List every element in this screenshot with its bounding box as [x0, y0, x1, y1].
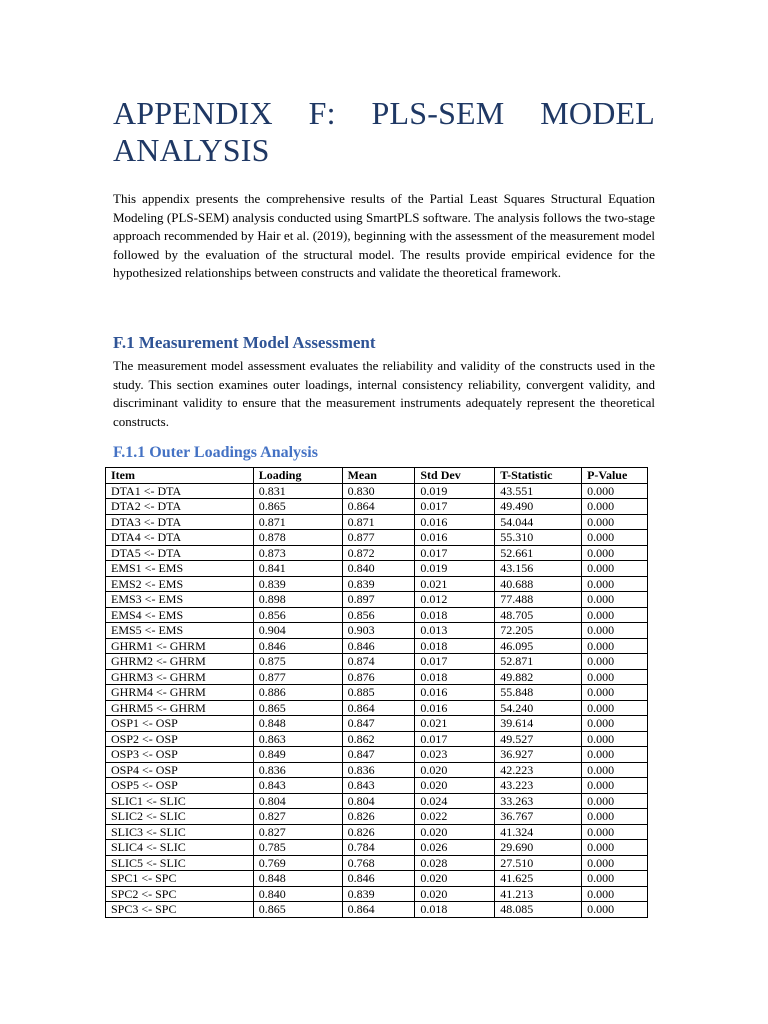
table-cell: 0.843 [342, 778, 415, 794]
table-row [106, 483, 648, 499]
table-cell: 0.863 [253, 731, 342, 747]
table-cell: 48.085 [495, 902, 582, 918]
table-cell: 0.020 [415, 824, 495, 840]
column-header: T-Statistic [495, 468, 582, 484]
table-cell: 0.847 [342, 716, 415, 732]
table-cell: EMS4 <- EMS [106, 607, 254, 623]
table-cell: 54.044 [495, 514, 582, 530]
table-cell: 0.000 [582, 592, 648, 608]
table-cell: 41.213 [495, 886, 582, 902]
table-cell: 0.000 [582, 514, 648, 530]
table-cell: 0.000 [582, 778, 648, 794]
table-cell: SPC3 <- SPC [106, 902, 254, 918]
table-row [106, 762, 648, 778]
table-cell: 0.840 [342, 561, 415, 577]
title-word: PLS-SEM [371, 95, 505, 131]
table-cell: 49.882 [495, 669, 582, 685]
table-cell: 0.836 [253, 762, 342, 778]
table-cell: 0.000 [582, 530, 648, 546]
table-row [106, 514, 648, 530]
table-cell: DTA4 <- DTA [106, 530, 254, 546]
table-row [106, 576, 648, 592]
table-cell: 0.831 [253, 483, 342, 499]
table-cell: 0.886 [253, 685, 342, 701]
intro-paragraph: This appendix presents the comprehensive results of the Partial Least Squares Structural Equation Modeling (PLS-SEM) analysis conducted using SmartPLS software. The analysis follows the two-stage approach recommended by Hair et al. (2019), beginning with the assessment of the measurement model followed by the evaluation of the structural model. The results provide empirical evidence for the hypothesized relationships between constructs and validate the theoretical framework. [113, 191, 655, 281]
table-header [106, 468, 648, 484]
table-row [106, 685, 648, 701]
table-cell: 0.000 [582, 840, 648, 856]
table-cell: SLIC5 <- SLIC [106, 855, 254, 871]
table-cell: 0.000 [582, 685, 648, 701]
table-cell: 0.000 [582, 809, 648, 825]
table-body [106, 483, 648, 917]
table-cell: 0.885 [342, 685, 415, 701]
column-header: Std Dev [415, 468, 495, 484]
table-cell: 29.690 [495, 840, 582, 856]
table-cell: 0.000 [582, 654, 648, 670]
table-cell: 0.804 [342, 793, 415, 809]
table-cell: 0.023 [415, 747, 495, 763]
table-cell: 0.024 [415, 793, 495, 809]
table-cell: 0.021 [415, 576, 495, 592]
table-cell: 0.826 [342, 809, 415, 825]
table-cell: 0.865 [253, 499, 342, 515]
table-cell: 0.000 [582, 902, 648, 918]
table-cell: 0.864 [342, 902, 415, 918]
table-cell: 0.785 [253, 840, 342, 856]
table-cell: 0.856 [342, 607, 415, 623]
section-heading-f1: F.1 Measurement Model Assessment [113, 333, 376, 352]
table-cell: OSP4 <- OSP [106, 762, 254, 778]
table-cell: 0.865 [253, 902, 342, 918]
table-cell: 0.000 [582, 561, 648, 577]
title-line-2: ANALYSIS [113, 132, 270, 168]
table-cell: 36.927 [495, 747, 582, 763]
table-cell: 0.784 [342, 840, 415, 856]
table-row [106, 561, 648, 577]
table-cell: 0.019 [415, 483, 495, 499]
table-cell: DTA5 <- DTA [106, 545, 254, 561]
table-cell: 0.026 [415, 840, 495, 856]
table-cell: 0.016 [415, 530, 495, 546]
table-row [106, 855, 648, 871]
table-cell: 0.000 [582, 793, 648, 809]
column-header: P-Value [582, 468, 648, 484]
table-cell: 0.856 [253, 607, 342, 623]
table-cell: 0.839 [253, 576, 342, 592]
table-cell: EMS3 <- EMS [106, 592, 254, 608]
table-cell: 0.000 [582, 545, 648, 561]
table-cell: 0.877 [342, 530, 415, 546]
table-row [106, 716, 648, 732]
table-cell: 0.017 [415, 731, 495, 747]
table-cell: 0.848 [253, 871, 342, 887]
table-cell: 0.016 [415, 700, 495, 716]
table-cell: 0.017 [415, 654, 495, 670]
table-cell: 40.688 [495, 576, 582, 592]
table-cell: 0.016 [415, 685, 495, 701]
table-cell: 0.873 [253, 545, 342, 561]
table-cell: DTA2 <- DTA [106, 499, 254, 515]
table-cell: EMS5 <- EMS [106, 623, 254, 639]
table-cell: 0.000 [582, 499, 648, 515]
table-cell: 0.839 [342, 576, 415, 592]
table-row [106, 886, 648, 902]
table-cell: 0.020 [415, 778, 495, 794]
table-row [106, 871, 648, 887]
appendix-title [113, 95, 655, 169]
table-cell: DTA3 <- DTA [106, 514, 254, 530]
section-paragraph-f1: The measurement model assessment evaluates the reliability and validity of the constructs used in the study. This section examines outer loadings, internal consistency reliability, convergent validity, and discriminant validity to ensure that the measurement instruments adequately represent the theoretical constructs. [113, 358, 655, 429]
table-cell: OSP2 <- OSP [106, 731, 254, 747]
table-cell: 0.020 [415, 871, 495, 887]
table-cell: 0.019 [415, 561, 495, 577]
table-cell: 0.000 [582, 747, 648, 763]
table-cell: 0.827 [253, 809, 342, 825]
title-word: F: [308, 95, 336, 131]
table-cell: GHRM1 <- GHRM [106, 638, 254, 654]
table-cell: 0.875 [253, 654, 342, 670]
table-cell: SPC1 <- SPC [106, 871, 254, 887]
table-cell: 0.878 [253, 530, 342, 546]
table-cell: 0.897 [342, 592, 415, 608]
table-row [106, 731, 648, 747]
table-cell: 41.625 [495, 871, 582, 887]
table-cell: 0.862 [342, 731, 415, 747]
table-cell: 0.769 [253, 855, 342, 871]
table-cell: 0.018 [415, 669, 495, 685]
section-heading-f11: F.1.1 Outer Loadings Analysis [113, 444, 318, 461]
table-cell: 0.827 [253, 824, 342, 840]
table-cell: 0.020 [415, 886, 495, 902]
table-cell: 0.898 [253, 592, 342, 608]
table-cell: 0.021 [415, 716, 495, 732]
table-cell: GHRM5 <- GHRM [106, 700, 254, 716]
table-cell: 0.768 [342, 855, 415, 871]
table-cell: 0.017 [415, 499, 495, 515]
table-cell: 0.830 [342, 483, 415, 499]
table-cell: 42.223 [495, 762, 582, 778]
table-cell: 0.871 [342, 514, 415, 530]
table-cell: 0.804 [253, 793, 342, 809]
table-cell: 0.846 [342, 871, 415, 887]
table-cell: 0.000 [582, 700, 648, 716]
table-cell: 33.263 [495, 793, 582, 809]
table-cell: 48.705 [495, 607, 582, 623]
table-cell: 0.000 [582, 824, 648, 840]
table-cell: OSP5 <- OSP [106, 778, 254, 794]
title-word: APPENDIX [113, 95, 273, 131]
table-cell: 0.000 [582, 669, 648, 685]
table-cell: 52.871 [495, 654, 582, 670]
table-row [106, 824, 648, 840]
table-cell: 0.877 [253, 669, 342, 685]
table-cell: 54.240 [495, 700, 582, 716]
table-cell: 41.324 [495, 824, 582, 840]
outer-loadings-table [105, 467, 648, 918]
table-row [106, 669, 648, 685]
table-cell: 55.310 [495, 530, 582, 546]
table-header-row [106, 468, 648, 484]
table-cell: 0.826 [342, 824, 415, 840]
column-header: Loading [253, 468, 342, 484]
table-cell: 0.028 [415, 855, 495, 871]
table-cell: 0.000 [582, 638, 648, 654]
table-cell: 49.527 [495, 731, 582, 747]
table-row [106, 654, 648, 670]
table-cell: 0.848 [253, 716, 342, 732]
table-row [106, 700, 648, 716]
table-cell: 77.488 [495, 592, 582, 608]
table-cell: 0.018 [415, 902, 495, 918]
table-cell: 55.848 [495, 685, 582, 701]
table-cell: 0.839 [342, 886, 415, 902]
table-cell: 0.843 [253, 778, 342, 794]
table-cell: DTA1 <- DTA [106, 483, 254, 499]
table-cell: 0.871 [253, 514, 342, 530]
table-cell: OSP3 <- OSP [106, 747, 254, 763]
table-cell: 0.017 [415, 545, 495, 561]
table-cell: 0.000 [582, 576, 648, 592]
table-cell: 36.767 [495, 809, 582, 825]
table-row [106, 902, 648, 918]
table-cell: 0.000 [582, 886, 648, 902]
table-cell: 0.840 [253, 886, 342, 902]
table-cell: 0.836 [342, 762, 415, 778]
table-cell: SLIC1 <- SLIC [106, 793, 254, 809]
table-cell: GHRM4 <- GHRM [106, 685, 254, 701]
table-cell: 0.903 [342, 623, 415, 639]
table-cell: 0.022 [415, 809, 495, 825]
table-cell: 0.000 [582, 855, 648, 871]
table-cell: 0.000 [582, 871, 648, 887]
table-cell: 0.013 [415, 623, 495, 639]
table-cell: EMS2 <- EMS [106, 576, 254, 592]
table-cell: 52.661 [495, 545, 582, 561]
table-cell: 0.865 [253, 700, 342, 716]
table-cell: 46.095 [495, 638, 582, 654]
table-row [106, 747, 648, 763]
table-row [106, 638, 648, 654]
table-cell: EMS1 <- EMS [106, 561, 254, 577]
table-cell: SPC2 <- SPC [106, 886, 254, 902]
table-cell: SLIC4 <- SLIC [106, 840, 254, 856]
table-cell: 0.000 [582, 607, 648, 623]
table-cell: 0.864 [342, 499, 415, 515]
table-row [106, 809, 648, 825]
table-cell: 0.012 [415, 592, 495, 608]
column-header: Item [106, 468, 254, 484]
table-cell: 0.000 [582, 731, 648, 747]
table-cell: GHRM3 <- GHRM [106, 669, 254, 685]
table-cell: 0.846 [342, 638, 415, 654]
table-cell: 0.841 [253, 561, 342, 577]
table-cell: GHRM2 <- GHRM [106, 654, 254, 670]
table-cell: 43.223 [495, 778, 582, 794]
table-cell: 72.205 [495, 623, 582, 639]
table-row [106, 545, 648, 561]
table-cell: SLIC3 <- SLIC [106, 824, 254, 840]
table-cell: OSP1 <- OSP [106, 716, 254, 732]
table-row [106, 592, 648, 608]
table-cell: 0.849 [253, 747, 342, 763]
table-cell: 39.614 [495, 716, 582, 732]
table-cell: 0.016 [415, 514, 495, 530]
table-row [106, 499, 648, 515]
table-row [106, 840, 648, 856]
column-header: Mean [342, 468, 415, 484]
table-cell: 43.551 [495, 483, 582, 499]
table-row [106, 623, 648, 639]
title-line-1 [113, 95, 655, 132]
table-row [106, 778, 648, 794]
table-cell: 0.846 [253, 638, 342, 654]
table-cell: 0.874 [342, 654, 415, 670]
table-cell: 0.000 [582, 623, 648, 639]
table-cell: 0.847 [342, 747, 415, 763]
table-cell: 49.490 [495, 499, 582, 515]
table-cell: 0.000 [582, 762, 648, 778]
table-cell: 0.020 [415, 762, 495, 778]
table-cell: 0.904 [253, 623, 342, 639]
table-cell: 0.872 [342, 545, 415, 561]
table-cell: 0.018 [415, 607, 495, 623]
table-cell: SLIC2 <- SLIC [106, 809, 254, 825]
table-cell: 0.000 [582, 483, 648, 499]
table-cell: 0.876 [342, 669, 415, 685]
table-row [106, 530, 648, 546]
table-cell: 0.018 [415, 638, 495, 654]
table-row [106, 793, 648, 809]
table-cell: 0.864 [342, 700, 415, 716]
table-cell: 43.156 [495, 561, 582, 577]
table-cell: 0.000 [582, 716, 648, 732]
table-cell: 27.510 [495, 855, 582, 871]
title-word: MODEL [540, 95, 655, 131]
table-row [106, 607, 648, 623]
